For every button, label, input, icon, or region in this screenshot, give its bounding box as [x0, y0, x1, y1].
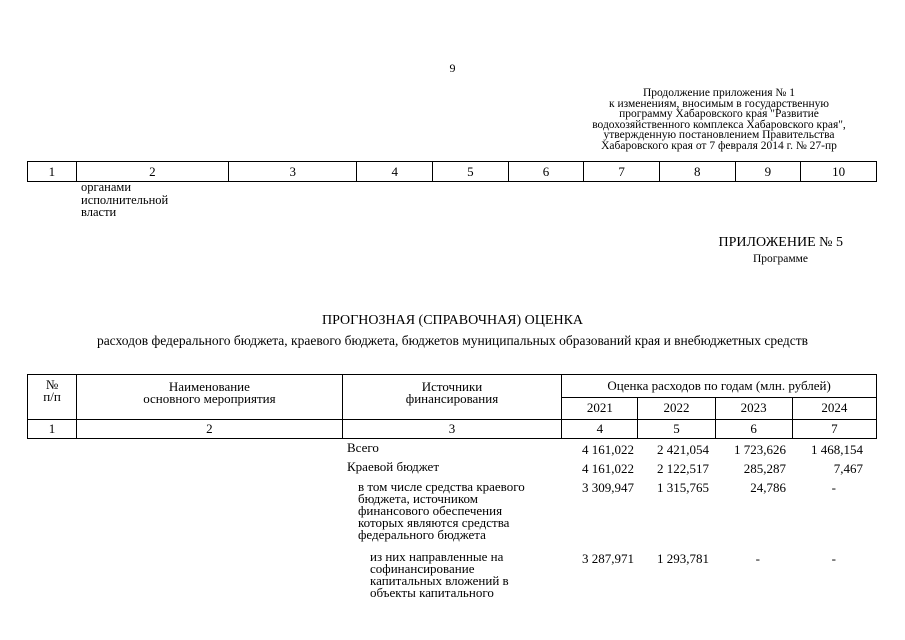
header-year: 2022	[638, 397, 715, 420]
header-year: 2021	[562, 397, 638, 420]
appendix-subtitle: Программе	[752, 253, 808, 265]
column-number: 5	[433, 162, 509, 182]
value-2021: 3 287,971	[582, 551, 634, 566]
source-label: в том числе средства краевого бюджета, источником финансового обеспечения которых являются средства федерального бюджета	[358, 479, 525, 542]
column-number: 4	[562, 420, 638, 439]
value-2021: 3 309,947	[582, 480, 634, 495]
value-2024: 1 468,154	[811, 442, 863, 457]
document-title: ПРОГНОЗНАЯ (СПРАВОЧНАЯ) ОЦЕНКА	[321, 313, 584, 328]
value-2023: -	[755, 551, 760, 566]
continuation-line: водохозяйственного комплекса Хабаровского края",	[592, 118, 846, 131]
column-number: 5	[638, 420, 715, 439]
column-number: 9	[735, 162, 801, 182]
value-2022: 2 122,517	[657, 461, 709, 476]
source-label: Всего	[347, 440, 379, 455]
continuation-line: утвержденную постановлением Правительства	[603, 129, 835, 142]
column-number: 7	[792, 420, 876, 439]
value-2022: 1 315,765	[657, 480, 709, 495]
continuation-line: Хабаровского края от 7 февраля 2014 г. № 27-пр	[601, 139, 837, 152]
continuation-line: программу Хабаровского края "Развитие	[619, 108, 819, 121]
organ-text-line: исполнительной	[81, 192, 169, 207]
column-number: 7	[584, 162, 660, 182]
column-number: 3	[229, 162, 357, 182]
budget-estimate-table	[27, 374, 877, 439]
header-year: 2024	[792, 397, 876, 420]
column-number: 6	[715, 420, 792, 439]
continuation-line: Продолжение приложения № 1	[642, 87, 796, 99]
header-name: Наименование основного мероприятия	[77, 375, 343, 420]
appendix-title: ПРИЛОЖЕНИЕ № 5	[718, 235, 843, 250]
document-subtitle: расходов федерального бюджета, краевого бюджета, бюджетов муниципальных образований края и внебюджетных средств	[96, 333, 809, 348]
column-number: 3	[342, 420, 562, 439]
organ-text-line: власти	[81, 205, 117, 219]
column-number: 10	[801, 162, 877, 182]
column-number: 1	[28, 162, 77, 182]
organ-text-line: органами	[81, 180, 132, 194]
value-2023: 285,287	[743, 461, 786, 476]
value-2023: 1 723,626	[734, 442, 786, 457]
value-2022: 1 293,781	[657, 551, 709, 566]
value-2024: -	[831, 480, 836, 495]
value-2023: 24,786	[750, 480, 786, 495]
top-column-number-table	[27, 161, 877, 182]
column-number: 1	[28, 420, 77, 439]
header-num: № п/п	[28, 375, 77, 420]
column-number: 2	[76, 162, 228, 182]
column-number: 8	[659, 162, 735, 182]
value-2021: 4 161,022	[582, 442, 634, 457]
column-number: 6	[508, 162, 584, 182]
value-2024: -	[831, 551, 836, 566]
source-label: из них направленные на софинансирование капитальных вложений в объекты капитального	[370, 549, 509, 600]
value-2022: 2 421,054	[657, 442, 709, 457]
value-2021: 4 161,022	[582, 461, 634, 476]
header-source: Источники финансирования	[342, 375, 562, 420]
header-estimate: Оценка расходов по годам (млн. рублей)	[562, 375, 877, 398]
organ-text	[81, 181, 168, 219]
source-label: Краевой бюджет	[347, 459, 440, 474]
page-number: 9	[449, 61, 456, 75]
continuation-line: к изменениям, вносимым в государственную	[609, 97, 829, 110]
value-2024: 7,467	[833, 461, 863, 476]
column-number: 4	[357, 162, 433, 182]
header-year: 2023	[715, 397, 792, 420]
column-number: 2	[77, 420, 343, 439]
continuation-note	[560, 88, 878, 152]
